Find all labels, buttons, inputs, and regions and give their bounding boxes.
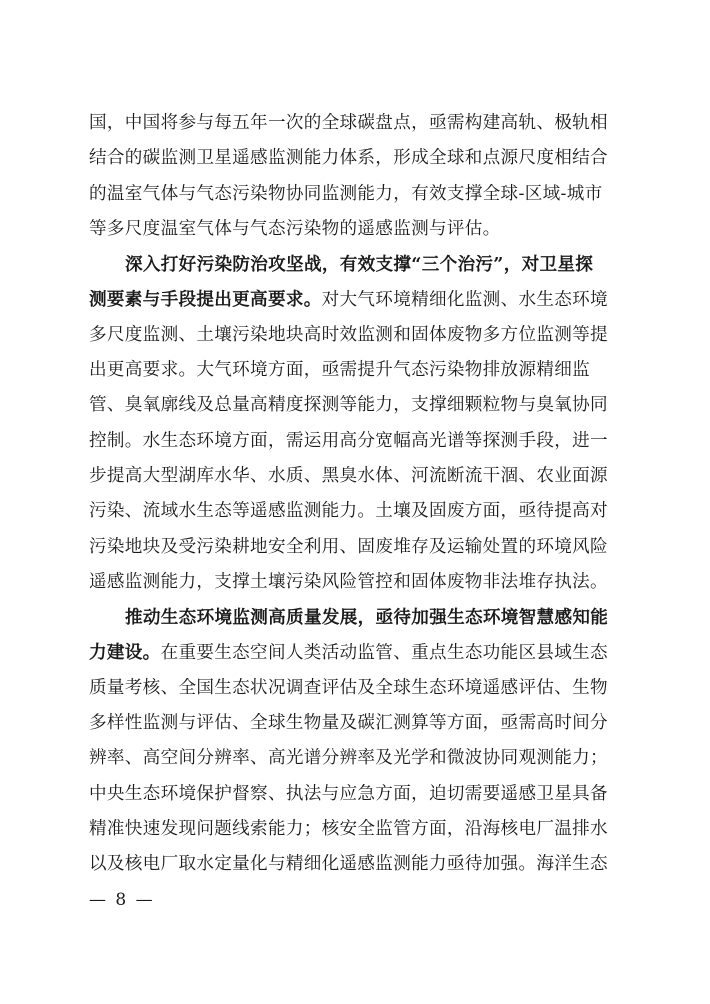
text-line: 结合的碳监测卫星遥感监测能力体系，形成全球和点源尺度相结合 bbox=[89, 148, 608, 169]
text-line: 污染地块及受污染耕地安全利用、固废堆存及运输处置的环境风险 bbox=[89, 536, 608, 557]
paragraph-1 bbox=[89, 106, 619, 247]
text-line: 遥感监测能力，支撑土壤污染风险管控和固体废物非法堆存执法。 bbox=[89, 571, 608, 592]
text-line: 的温室气体与气态污染物协同监测能力，有效支撑全球-区域-城市 bbox=[89, 183, 603, 204]
text-line: 污染、流域水生态等遥感监测能力。土壤及固废方面，亟待提高对 bbox=[89, 501, 608, 522]
text-line: 等多尺度温室气体与气态污染物的遥感监测与评估。 bbox=[89, 218, 501, 239]
text-line: 以及核电厂取水定量化与精细化遥感监测能力亟待加强。海洋生态 bbox=[89, 854, 608, 875]
text-span: 对大气环境精细化监测、水生态环境 bbox=[321, 290, 608, 311]
bold-heading-tail: 测要素与手段提出更高要求。 bbox=[89, 289, 322, 311]
text-line: 步提高大型湖库水华、水质、黑臭水体、河流断流干涸、农业面源 bbox=[89, 465, 608, 486]
text-line: 质量考核、全国生态状况调查评估及全球生态环境遥感评估、生物 bbox=[89, 677, 608, 698]
text-line: 辨率、高空间分辨率、高光谱分辨率及光学和微波协同观测能力； bbox=[89, 748, 608, 769]
bold-heading-line: 推动生态环境监测高质量发展，亟待加强生态环境智慧感知能 bbox=[125, 607, 609, 629]
text-line bbox=[89, 635, 619, 670]
text-span: 在重要生态空间人类活动监管、重点生态功能区县域生态 bbox=[160, 643, 608, 664]
text-line: 多样性监测与评估、全球生物量及碳汇测算等方面，亟需高时间分 bbox=[89, 713, 608, 734]
text-line: 控制。水生态环境方面，需运用高分宽幅高光谱等探测手段，进一 bbox=[89, 430, 608, 451]
paragraph-3 bbox=[89, 600, 619, 882]
paragraph-2 bbox=[89, 247, 619, 600]
bold-heading-line: 深入打好污染防治攻坚战，有效支撑“三个治污”，对卫星探 bbox=[125, 254, 594, 276]
page-number: — 8 — bbox=[89, 890, 155, 910]
text-line: 出更高要求。大气环境方面，亟需提升气态污染物排放源精细监 bbox=[89, 360, 591, 381]
body-text bbox=[89, 106, 619, 883]
text-line: 多尺度监测、土壤污染地块高时效监测和固体废物多方位监测等提 bbox=[89, 324, 608, 345]
text-line: 精准快速发现问题线索能力；核安全监管方面，沿海核电厂温排水 bbox=[89, 818, 608, 839]
text-line bbox=[89, 282, 619, 317]
text-line: 管、臭氧廓线及总量高精度探测等能力，支撑细颗粒物与臭氧协同 bbox=[89, 395, 608, 416]
text-line: 中央生态环境保护督察、执法与应急方面，迫切需要遥感卫星具备 bbox=[89, 783, 608, 804]
text-line: 国，中国将参与每五年一次的全球碳盘点，亟需构建高轨、极轨相 bbox=[89, 113, 608, 133]
bold-heading-tail: 力建设。 bbox=[89, 642, 161, 664]
